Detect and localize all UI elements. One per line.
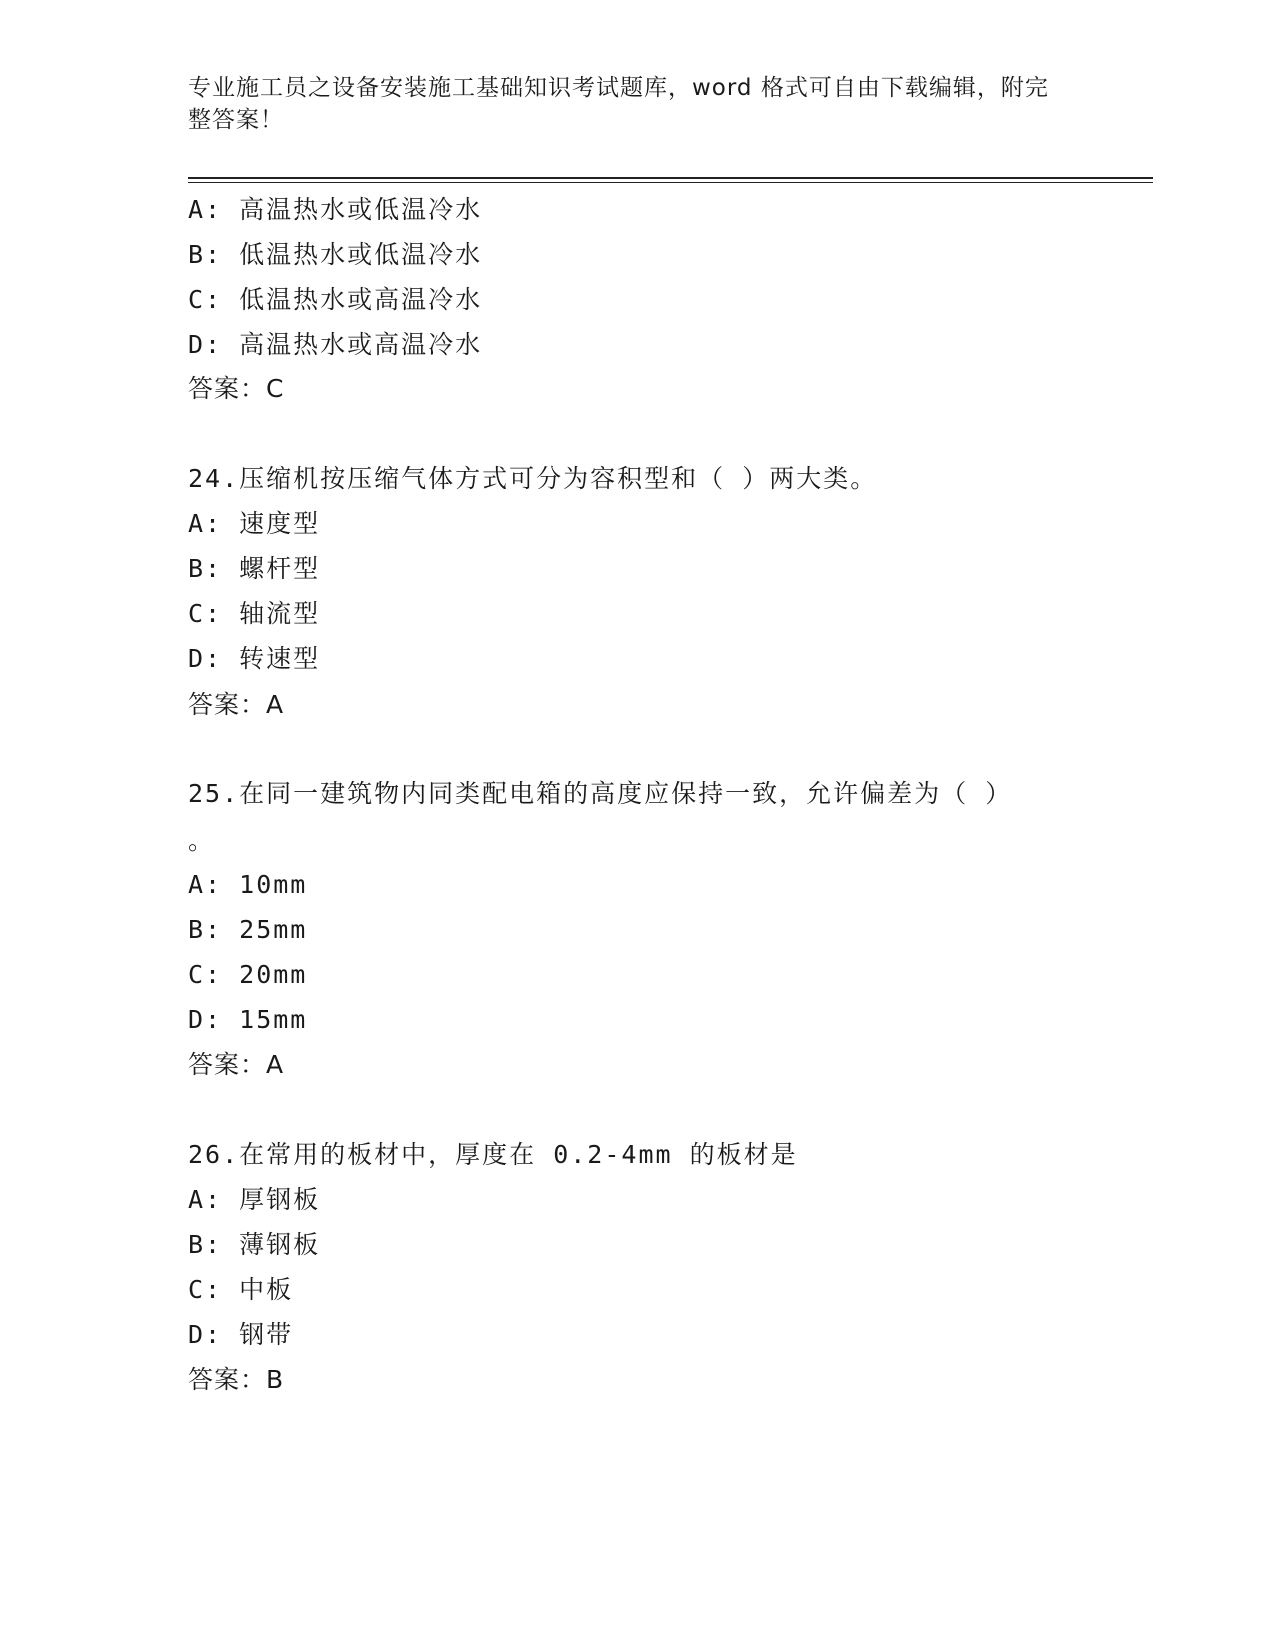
q24-answer: 答案：A	[188, 690, 285, 719]
q24-stem: 24.压缩机按压缩气体方式可分为容积型和（ ）两大类。	[188, 464, 878, 493]
q23-option-c: C: 低温热水或高温冷水	[188, 285, 483, 314]
header-line-2: 整答案！	[188, 107, 284, 133]
q25-stem: 25.在同一建筑物内同类配电箱的高度应保持一致，允许偏差为（ ）	[188, 779, 1013, 808]
q26-answer: 答案：B	[188, 1365, 285, 1394]
q25-option-a: A: 10mm	[188, 870, 308, 899]
q25-option-c: C: 20mm	[188, 960, 308, 989]
q25-option-d: D: 15mm	[188, 1005, 308, 1034]
q25-stem-continuation: 。	[188, 826, 216, 855]
q25-option-b: B: 25mm	[188, 915, 308, 944]
document-header	[188, 72, 1068, 136]
q26-option-d: D: 钢带	[188, 1320, 294, 1349]
q23-option-b: B: 低温热水或低温冷水	[188, 240, 483, 269]
header-divider-thick	[188, 177, 1153, 179]
q26-option-a: A: 厚钢板	[188, 1185, 321, 1214]
q23-answer: 答案：C	[188, 374, 285, 403]
q26-stem: 26.在常用的板材中，厚度在 0.2-4mm 的板材是	[188, 1140, 798, 1169]
header-divider-thin	[188, 182, 1153, 183]
q24-option-c: C: 轴流型	[188, 599, 321, 628]
q25-answer: 答案：A	[188, 1050, 285, 1079]
q23-option-a: A: 高温热水或低温冷水	[188, 195, 483, 224]
q26-option-b: B: 薄钢板	[188, 1230, 321, 1259]
q23-option-d: D: 高温热水或高温冷水	[188, 330, 483, 359]
header-line-1: 专业施工员之设备安装施工基础知识考试题库，word 格式可自由下载编辑，附完	[188, 75, 1049, 101]
q24-option-a: A: 速度型	[188, 509, 321, 538]
q24-option-d: D: 转速型	[188, 644, 321, 673]
q24-option-b: B: 螺杆型	[188, 554, 321, 583]
q26-option-c: C: 中板	[188, 1275, 294, 1304]
